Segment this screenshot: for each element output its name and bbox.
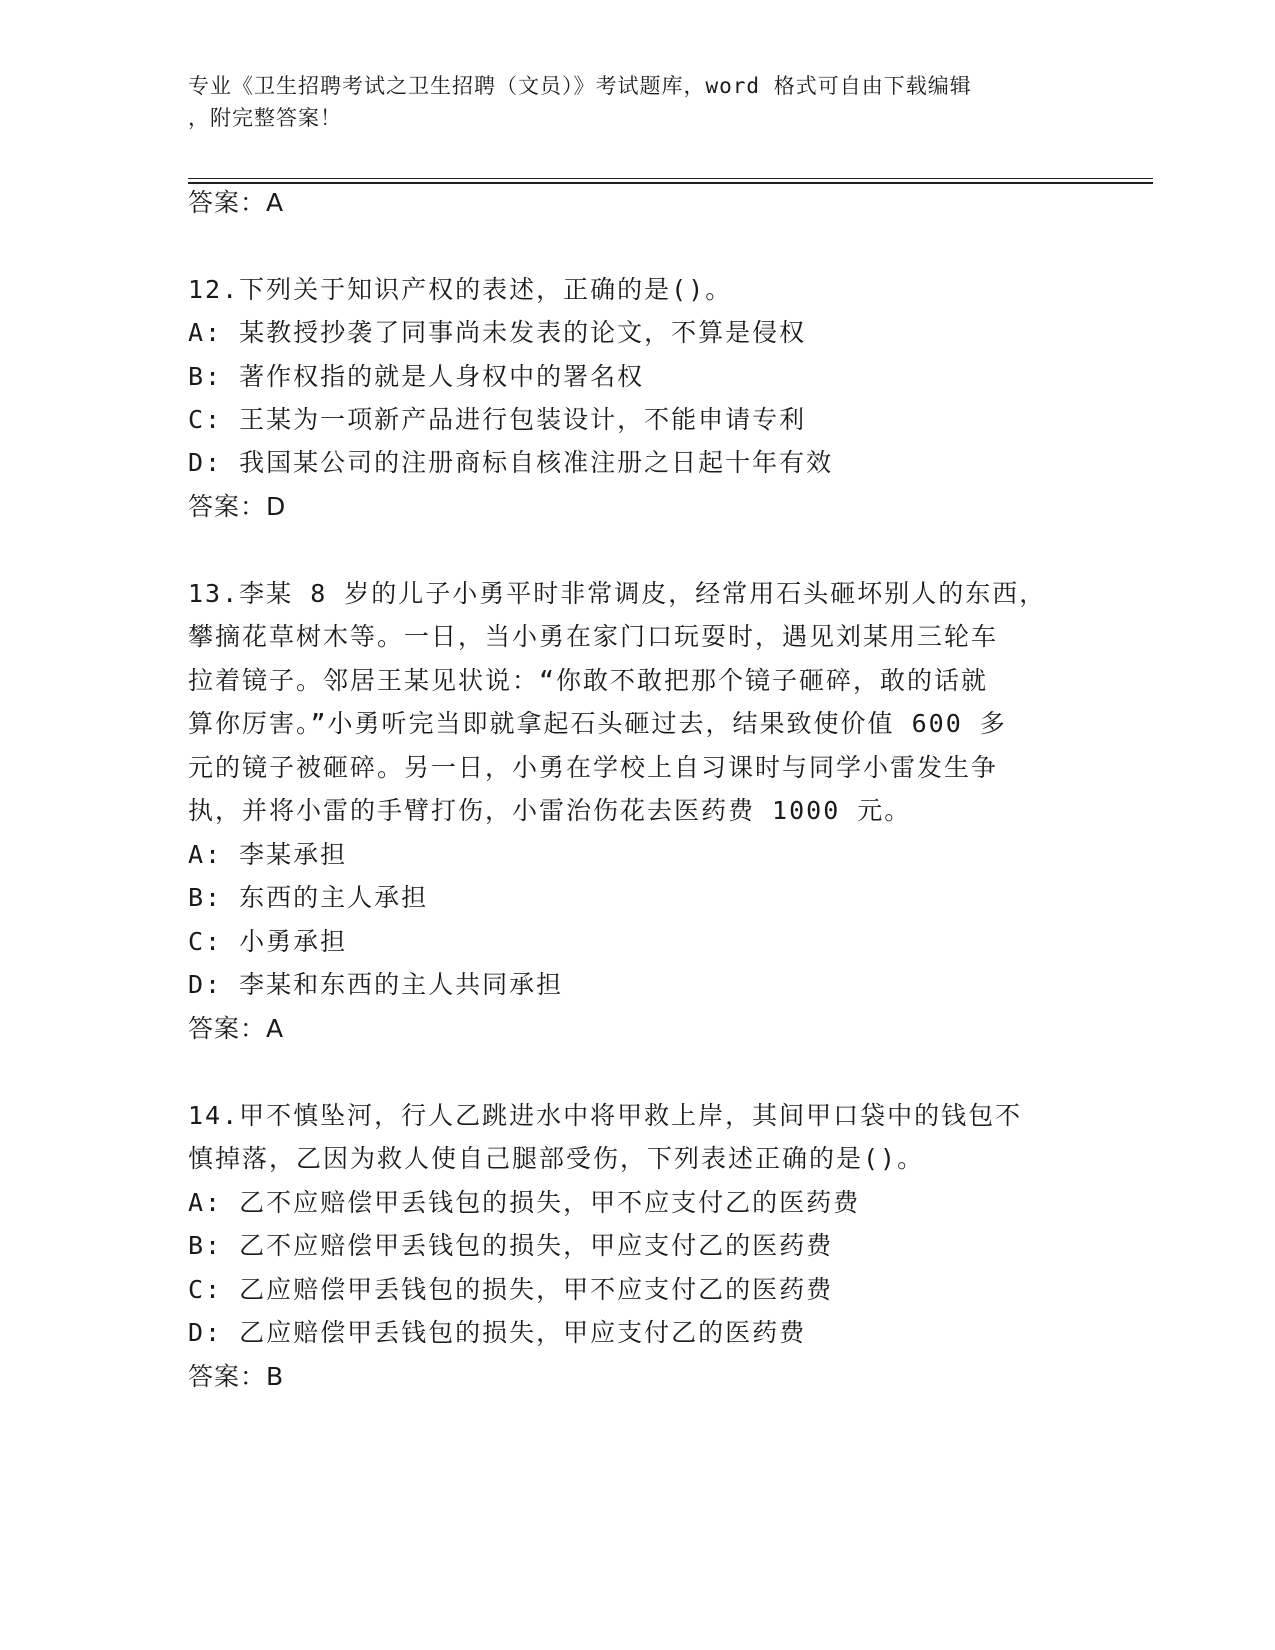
answer: 答案：D — [188, 492, 287, 521]
prev-answer: 答案：A — [188, 188, 285, 217]
option-c: C: 乙应赔偿甲丢钱包的损失，甲不应支付乙的医药费 — [188, 1275, 834, 1304]
document-header — [188, 70, 1078, 134]
option-a: A: 某教授抄袭了同事尚未发表的论文，不算是侵权 — [188, 318, 807, 347]
option-a: A: 乙不应赔偿甲丢钱包的损失，甲不应支付乙的医药费 — [188, 1188, 861, 1217]
header-divider-thin — [188, 178, 1153, 179]
option-d: D: 我国某公司的注册商标自核准注册之日起十年有效 — [188, 448, 834, 477]
question-stem-line: 拉着镜子。邻居王某见状说：“你敢不敢把那个镜子砸碎，敢的话就 — [188, 666, 989, 695]
option-b: B: 乙不应赔偿甲丢钱包的损失，甲应支付乙的医药费 — [188, 1231, 834, 1260]
answer: 答案：A — [188, 1014, 285, 1043]
header-divider-thick — [188, 182, 1153, 184]
option-c: C: 王某为一项新产品进行包装设计，不能申请专利 — [188, 405, 807, 434]
question-stem-line: 算你厉害。”小勇听完当即就拿起石头砸过去，结果致使价值 600 多 — [188, 709, 1007, 738]
option-a: A: 李某承担 — [188, 840, 348, 869]
question-stem-line: 13.李某 8 岁的儿子小勇平时非常调皮，经常用石头砸坏别人的东西， — [188, 579, 1047, 608]
header-line-2: ，附完整答案！ — [188, 106, 342, 130]
question-stem-line: 12.下列关于知识产权的表述，正确的是()。 — [188, 275, 733, 304]
option-d: D: 乙应赔偿甲丢钱包的损失，甲应支付乙的医药费 — [188, 1318, 807, 1347]
option-c: C: 小勇承担 — [188, 927, 348, 956]
question-stem-line: 攀摘花草树木等。一日，当小勇在家门口玩耍时，遇见刘某用三轮车 — [188, 622, 999, 651]
answer: 答案：B — [188, 1362, 285, 1391]
option-b: B: 著作权指的就是人身权中的署名权 — [188, 362, 645, 391]
option-d: D: 李某和东西的主人共同承担 — [188, 970, 564, 999]
question-stem-line: 元的镜子被砸碎。另一日，小勇在学校上自习课时与同学小雷发生争 — [188, 753, 999, 782]
question-stem-line: 14.甲不慎坠河，行人乙跳进水中将甲救上岸，其间甲口袋中的钱包不 — [188, 1101, 1023, 1130]
option-b: B: 东西的主人承担 — [188, 883, 429, 912]
question-stem-line: 慎掉落，乙因为救人使自己腿部受伤，下列表述正确的是()。 — [188, 1144, 925, 1173]
question-stem-line: 执，并将小雷的手臂打伤，小雷治伤花去医药费 1000 元。 — [188, 796, 912, 825]
header-line-1: 专业《卫生招聘考试之卫生招聘（文员）》考试题库，word 格式可自由下载编辑 — [188, 74, 972, 98]
